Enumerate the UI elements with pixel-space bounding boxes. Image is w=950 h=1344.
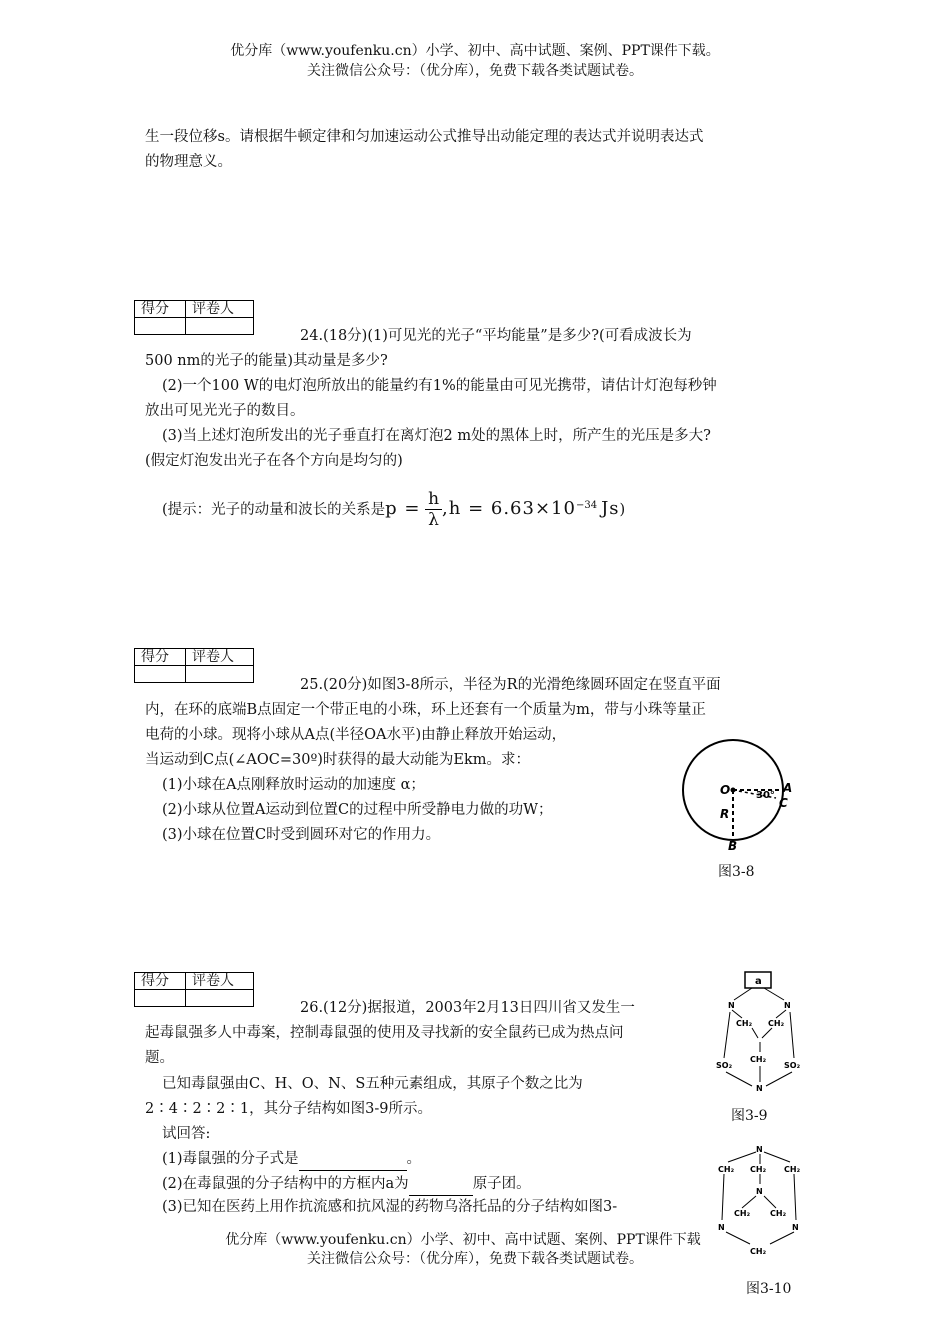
- score-label: 得分: [135, 301, 186, 318]
- formula-den: λ: [428, 510, 439, 531]
- grader-label: 评卷人: [186, 649, 254, 666]
- q24-line-6: (假定灯泡发出光子在各个方向是均匀的): [145, 453, 403, 469]
- figure-3-9: [712, 966, 806, 1098]
- formula-exp: −34: [575, 500, 598, 511]
- q24-line-1: 24.(18分)(1)可见光的光子“平均能量”是多少?(可看成波长为: [300, 328, 692, 344]
- n-top: N: [756, 1145, 763, 1154]
- q26-sub-3: (3)已知在医药上用作抗流感和抗风湿的药物乌洛托品的分子结构如图3-: [162, 1199, 618, 1215]
- q26-line-5: 2∶4∶2∶2∶1，其分子结构如图3-9所示。: [145, 1101, 432, 1117]
- score-box-24: [134, 300, 254, 335]
- q25-line-2: 内，在环的底端B点固定一个带正电的小珠，环上还套有一个质量为m，带与小珠等量正: [145, 702, 706, 718]
- header-line-2: 关注微信公众号：（优分库），免费下载各类试题试卷。: [307, 63, 643, 79]
- so2-right: SO₂: [784, 1061, 801, 1070]
- grader-label: 评卷人: [186, 301, 254, 318]
- q25-line-3: 电荷的小球。现将小球从A点(半径OA水平)由静止释放开始运动，: [145, 727, 567, 743]
- q24-line-3: (2)一个100 W的电灯泡所放出的能量约有1%的能量由可见光携带，请估计灯泡每秒钟: [162, 378, 717, 394]
- q26-line-6: 试回答:: [162, 1126, 211, 1142]
- q24-line-4: 放出可见光光子的数目。: [145, 403, 305, 419]
- label-r: R: [720, 807, 730, 821]
- answer-blank-2[interactable]: [409, 1171, 473, 1196]
- ch2-bottom: CH₂: [750, 1247, 767, 1256]
- n-right: N: [784, 1001, 791, 1010]
- formula-rest: ,h = 6.63×10: [442, 497, 576, 519]
- score-box-25: [134, 648, 254, 683]
- ch2-tr: CH₂: [784, 1165, 801, 1174]
- ch2-tl: CH₂: [718, 1165, 735, 1174]
- q26-sub-2: [162, 1171, 531, 1196]
- fig-3-10-caption: 图3-10: [746, 1281, 792, 1297]
- score-box-26: [134, 972, 254, 1007]
- ch2-mr: CH₂: [770, 1209, 787, 1218]
- sub1-text: (1)毒鼠强的分子式是: [162, 1151, 299, 1167]
- formula-unit: Js: [601, 497, 620, 519]
- sub1-end: 。: [406, 1151, 422, 1167]
- n-left: N: [728, 1001, 735, 1010]
- figure-3-8: [676, 738, 796, 850]
- label-a: a: [755, 976, 762, 987]
- label-a: A: [783, 781, 793, 795]
- label-o: O: [720, 783, 731, 797]
- center-dot: [731, 788, 736, 793]
- q26-line-3: 题。: [145, 1050, 174, 1066]
- ch2-right: CH₂: [768, 1019, 785, 1028]
- label-angle: 30°: [756, 790, 775, 801]
- q24-line-2: 500 nm的光子的能量)其动量是多少?: [145, 353, 388, 369]
- q25-line-1: 25.(20分)如图3-8所示，半径为R的光滑绝缘圆环固定在竖直平面: [300, 677, 721, 693]
- fig-3-8-caption: 图3-8: [718, 864, 755, 880]
- q25-line-4: 当运动到C点(∠AOC=30º)时获得的最大动能为Ekm。求：: [145, 752, 531, 768]
- q23-line-1: 生一段位移s。请根据牛顿定律和匀加速运动公式推导出动能定理的表达式并说明表达式: [145, 129, 704, 145]
- q25-line-7: (3)小球在位置C时受到圆环对它的作用力。: [162, 827, 441, 843]
- so2-left: SO₂: [716, 1061, 733, 1070]
- hint-prefix: (提示：光子的动量和波长的关系是: [162, 501, 386, 518]
- hint-suffix: ): [619, 501, 626, 518]
- formula-p: p =: [385, 497, 421, 519]
- sub2-end: 原子团。: [472, 1176, 531, 1192]
- q26-sub-1: [162, 1146, 421, 1171]
- n-center: N: [756, 1187, 763, 1196]
- q24-line-5: (3)当上述灯泡所发出的光子垂直打在离灯泡2 m处的黑体上时，所产生的光压是多大?: [162, 428, 711, 444]
- label-b: B: [728, 839, 738, 850]
- fig-3-9-caption: 图3-9: [731, 1108, 768, 1124]
- q26-line-4: 已知毒鼠强由C、H、O、N、S五种元素组成，其原子个数之比为: [162, 1076, 583, 1092]
- ch2-ml: CH₂: [734, 1209, 751, 1218]
- formula-num: h: [425, 489, 442, 510]
- score-label: 得分: [135, 649, 186, 666]
- n-right: N: [792, 1223, 799, 1232]
- ch2-left: CH₂: [736, 1019, 753, 1028]
- sub2-text: (2)在毒鼠强的分子结构中的方框内a为: [162, 1176, 409, 1192]
- q25-line-6: (2)小球从位置A运动到位置C的过程中所受静电力做的功W；: [162, 802, 553, 818]
- footer-line-1: 优分库（www.youfenku.cn）小学、初中、高中试题、案例、PPT课件下载: [225, 1232, 701, 1248]
- q23-line-2: 的物理意义。: [145, 154, 232, 170]
- ch2-center: CH₂: [750, 1055, 767, 1064]
- q26-line-2: 起毒鼠强多人中毒案，控制毒鼠强的使用及寻找新的安全鼠药已成为热点问: [145, 1025, 624, 1041]
- grader-label: 评卷人: [186, 973, 254, 990]
- label-c: C: [779, 796, 788, 810]
- q24-hint: [162, 484, 625, 532]
- answer-blank-1[interactable]: [299, 1146, 407, 1171]
- ch2-tm: CH₂: [750, 1165, 767, 1174]
- header-line-1: 优分库（www.youfenku.cn）小学、初中、高中试题、案例、PPT课件下载。: [230, 43, 720, 59]
- footer-line-2: 关注微信公众号：（优分库），免费下载各类试题试卷。: [307, 1251, 643, 1267]
- n-bottom: N: [756, 1084, 763, 1093]
- formula-fraction: [425, 489, 442, 530]
- q25-line-5: (1)小球在A点刚释放时运动的加速度 α；: [162, 777, 425, 793]
- n-left: N: [718, 1223, 725, 1232]
- q26-line-1: 26.(12分)据报道，2003年2月13日四川省又发生一: [300, 1000, 635, 1016]
- score-label: 得分: [135, 973, 186, 990]
